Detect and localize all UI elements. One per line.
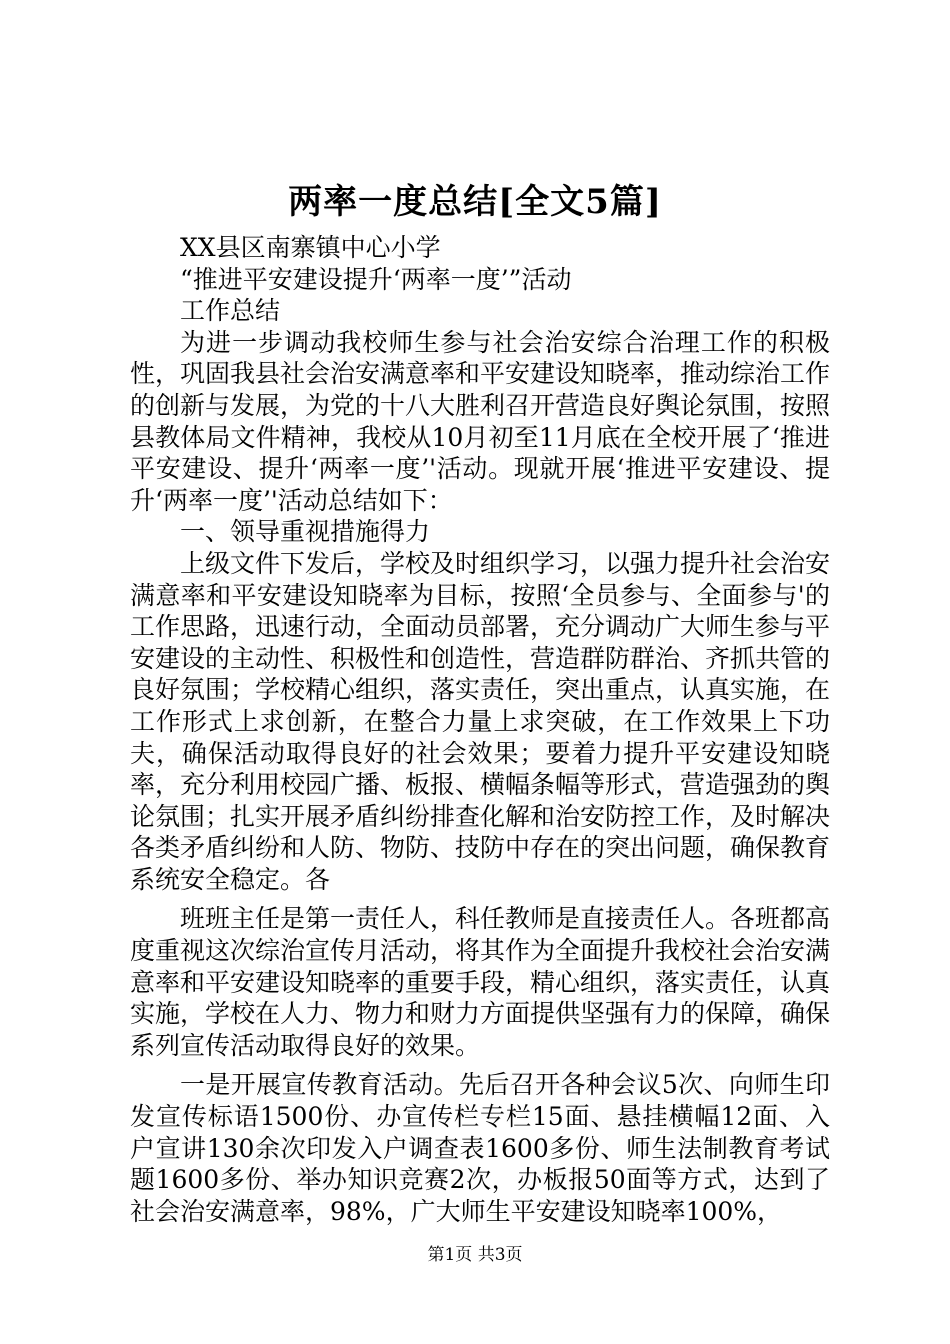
summary-label-line: 工作总结 (180, 296, 281, 326)
document-body (130, 232, 830, 1227)
intro-paragraph: 为进一步调动我校师生参与社会治安综合治理工作的积极性，巩固我县社会治安满意率和平安建设知晓率，推动综治工作的创新与发展，为党的十八大胜利召开营造良好舆论氛围，按照县教体局文件精神，我校从10月初至11月底在全校开展了‘推进平安建设、提升‘两率一度’'活动。现就开展‘推进平安建设、提升‘两率一度’'活动总结如下： (130, 327, 831, 515)
publicity-paragraph: 一是开展宣传教育活动。先后召开各种会议5次、向师生印发宣传标语1500份、办宣传栏专栏15面、悬挂横幅12面、入户宣讲130余次印发入户调查表1600多份、师生法制教育考试题1600多份、举办知识竞赛2次，办板报50面等方式，达到了社会治安满意率，98%，广大师生平安建设知晓率100%， (130, 1070, 830, 1226)
page-footer: 第1页 共3页 (427, 1245, 523, 1265)
activity-name-line: “推进平安建设提升‘两率一度’”活动 (180, 264, 572, 294)
class-teacher-paragraph: 班班主任是第一责任人，科任教师是直接责任人。各班都高度重视这次综治宣传月活动，将其作为全面提升我校社会治安满意率和平安建设知晓率的重要手段，精心组织，落实责任，认真实施，学校在人力、物力和财力方面提供坚强有力的保障，确保系列宣传活动取得良好的效果。 (130, 904, 831, 1060)
leadership-paragraph: 上级文件下发后，学校及时组织学习，以强力提升社会治安满意率和平安建设知晓率为目标，按照‘全员参与、全面参与'的工作思路，迅速行动，全面动员部署，充分调动广大师生参与平安建设的主动性、积极性和创造性，营造群防群治、齐抓共管的良好氛围；学校精心组织，落实责任，突出重点，认真实施，在工作形式上求创新，在整合力量上求突破，在工作效果上下功夫，确保活动取得良好的社会效果；要着力提升平安建设知晓率，充分利用校园广播、板报、横幅条幅等形式，营造强劲的舆论氛围；扎实开展矛盾纠纷排查化解和治安防控工作，及时解决各类矛盾纠纷和人防、物防、技防中存在的突出问题，确保教育系统安全稳定。各 (130, 548, 831, 894)
school-name-line: XX县区南寨镇中心小学 (180, 233, 441, 262)
document-title: 两率一度总结[全文5篇] (288, 182, 662, 222)
section-heading-leadership: 一、领导重视措施得力 (180, 517, 431, 547)
